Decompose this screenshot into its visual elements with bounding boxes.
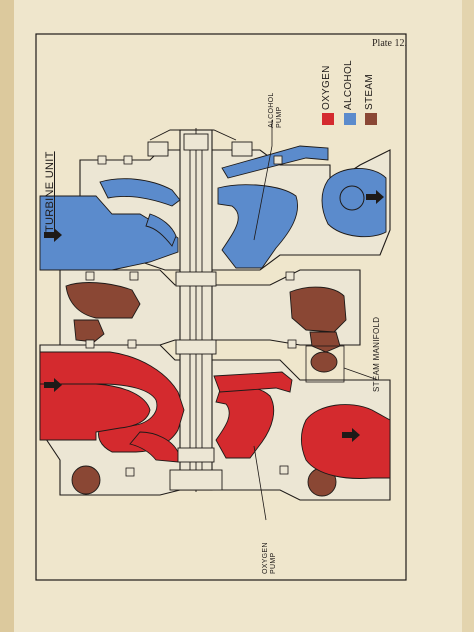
legend-label-steam: STEAM	[364, 74, 375, 110]
oxygen-pump-callout-line2: PUMP	[270, 552, 277, 574]
page-edge-right	[462, 0, 474, 632]
page-edge-left	[0, 0, 14, 632]
steam-lower-port	[72, 466, 100, 494]
oxygen-outlet-volute	[302, 405, 391, 479]
steam-manifold-chamber	[311, 352, 337, 372]
steam-manifold-callout: STEAM MANIFOLD	[372, 316, 381, 392]
oxygen-delivery-pipe	[214, 372, 292, 392]
legend-swatch-oxygen	[322, 113, 334, 125]
plate-title: TURBINE UNIT	[44, 151, 56, 232]
legend-swatch-steam	[365, 113, 377, 125]
alcohol-pump-callout-line2: PUMP	[276, 106, 283, 128]
oxygen-pump-callout-line1: OXYGEN	[262, 542, 269, 574]
legend-label-oxygen: OXYGEN	[321, 65, 332, 110]
alcohol-pump-callout	[268, 92, 284, 128]
alcohol-pump-callout-line1: ALCOHOL	[268, 92, 275, 128]
legend-label-alcohol: ALCOHOL	[343, 60, 354, 110]
oxygen-pump-callout	[262, 542, 278, 574]
legend-swatch-alcohol	[344, 113, 356, 125]
steam-exhaust-right	[310, 332, 340, 352]
plate-number: Plate 12.	[372, 38, 407, 49]
